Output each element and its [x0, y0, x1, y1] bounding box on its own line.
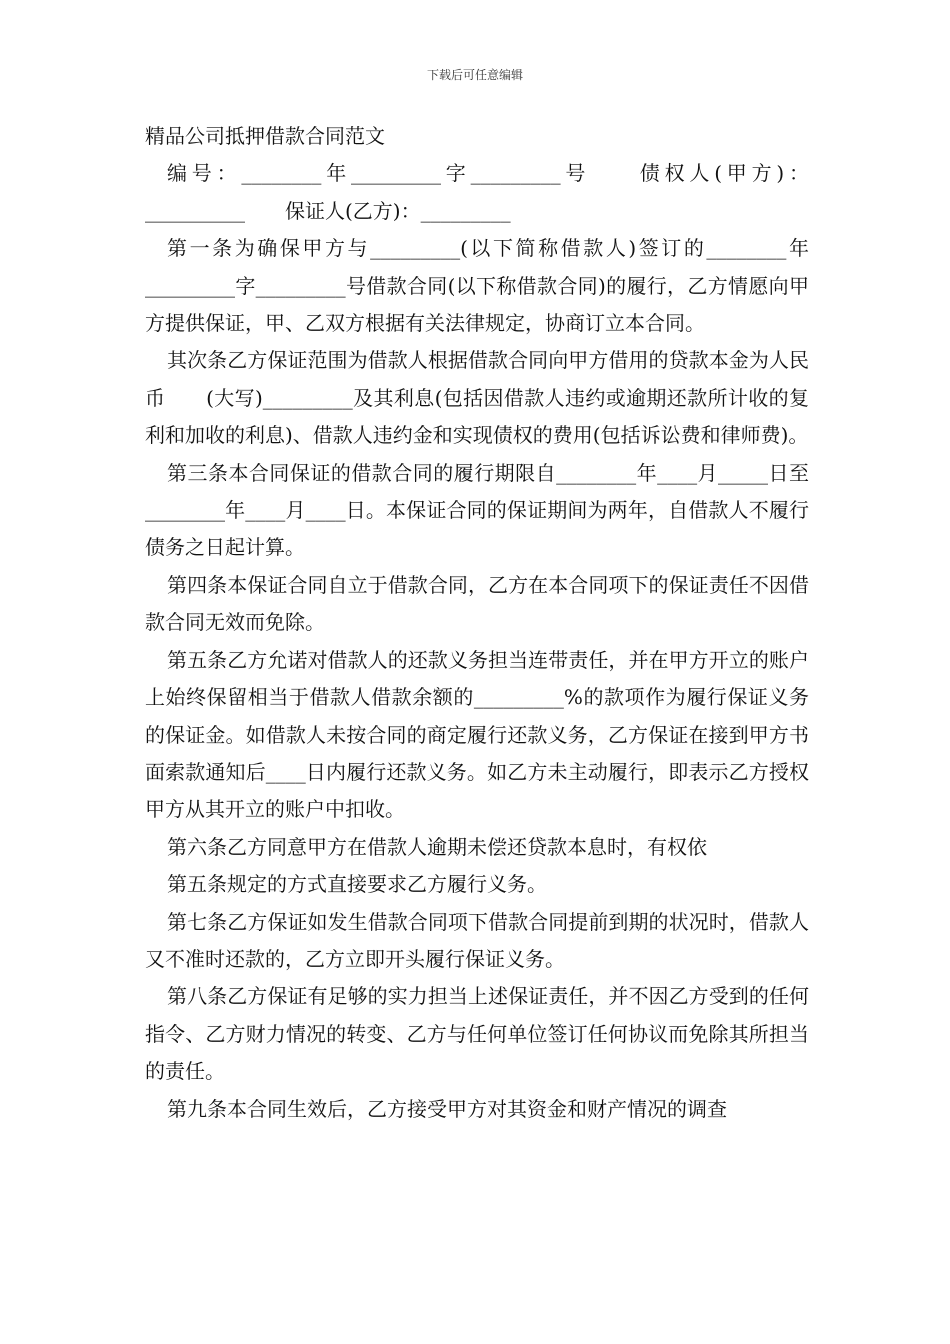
paragraph-article-6-cont: 第五条规定的方式直接要求乙方履行义务。	[167, 872, 547, 897]
paragraph-article-5: 第五条乙方允诺对借款人的还款义务担当连带责任，并在甲方开立的账户上始终保留相当于借款人借款余额的_________%的款项作为履行保证义务的保证金。如借款人未按合同的商定履行还款义务，乙方保证在接到甲方书面索款通知后____日内履行还款义务。如乙方未主动履行，即表示乙方授权甲方从其开立的账户中扣收。	[145, 647, 809, 822]
paragraph-contract-info: 编号：________年_________字_________号 债权人(甲方)：__________ 保证人(乙方)：_________	[145, 161, 809, 223]
document-title: 精品公司抵押借款合同范文	[145, 124, 385, 148]
paragraph-article-3: 第三条本合同保证的借款合同的履行期限自________年____月_____日至________年____月____日。本保证合同的保证期间为两年，自借款人不履行债务之日起计算。	[145, 460, 809, 560]
paragraph-article-7: 第七条乙方保证如发生借款合同项下借款合同提前到期的状况时，借款人又不准时还款的，乙方立即开头履行保证义务。	[145, 909, 809, 971]
document-body	[145, 118, 809, 1128]
paragraph-article-4: 第四条本保证合同自立于借款合同，乙方在本合同项下的保证责任不因借款合同无效而免除。	[145, 572, 809, 635]
paragraph-article-6: 第六条乙方同意甲方在借款人逾期未偿还贷款本息时，有权依	[167, 834, 707, 859]
paragraph-article-8: 第八条乙方保证有足够的实力担当上述保证责任，并不因乙方受到的任何指令、乙方财力情况的转变、乙方与任何单位签订任何协议而免除其所担当的责任。	[145, 984, 809, 1084]
paragraph-article-9: 第九条本合同生效后，乙方接受甲方对其资金和财产情况的调查	[167, 1096, 727, 1121]
paragraph-article-2: 其次条乙方保证范围为借款人根据借款合同向甲方借用的贷款本金为人民币 (大写)_________及其利息(包括因借款人违约或逾期还款所计收的复利和加收的利息)、借款人违约金和实现债权的费用(包括诉讼费和律师费)。	[145, 348, 809, 448]
paragraph-article-1: 第一条为确保甲方与_________(以下简称借款人)签订的________年_________字_________号借款合同(以下称借款合同)的履行，乙方情愿向甲方提供保证，甲、乙双方根据有关法律规定，协商订立本合同。	[145, 236, 809, 336]
page-header: 下载后可任意编辑	[426, 68, 523, 82]
